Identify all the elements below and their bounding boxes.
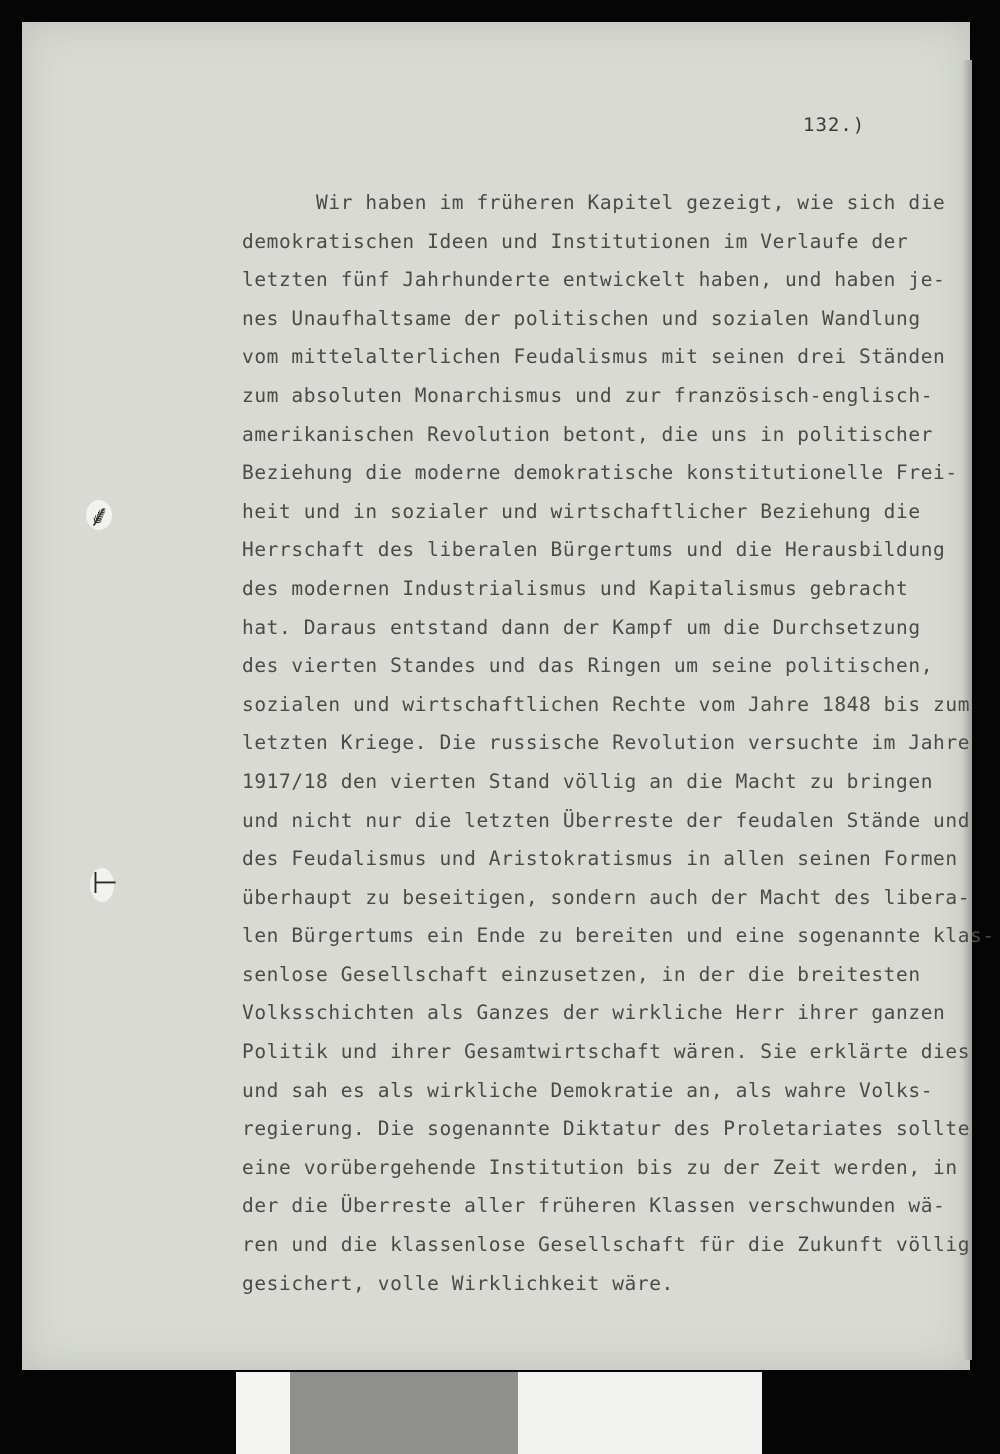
text-line: senlose Gesellschaft einzusetzen, in der die breitesten [242, 962, 921, 986]
text-line: Politik und ihrer Gesamtwirtschaft wären. Sie erklärte dies [242, 1040, 971, 1064]
text-line: eine vorübergehende Institution bis zu der Zeit werden, in [242, 1155, 958, 1179]
text-line: zum absoluten Monarchismus und zur französisch-englisch- [242, 383, 934, 407]
text-line: Wir haben im früheren Kapitel gezeigt, wie sich die [242, 191, 946, 214]
text-line: letzten fünf Jahrhunderte entwickelt haben, und haben je- [242, 268, 946, 292]
text-line: des vierten Standes und das Ringen um seine politischen, [242, 654, 934, 678]
text-line: len Bürgertums ein Ende zu bereiten und eine sogenannte klas- [242, 924, 995, 948]
text-line: vom mittelalterlichen Feudalismus mit seinen drei Ständen [242, 345, 946, 369]
body-paragraph [242, 184, 995, 1303]
text-line: Volksschichten als Ganzes der wirkliche Herr ihrer ganzen [242, 1001, 946, 1025]
text-line: 1917/18 den vierten Stand völlig an die Macht zu bringen [242, 769, 934, 793]
text-line: hat. Daraus entstand dann der Kampf um die Durchsetzung [242, 615, 921, 639]
page-number: 132.) [803, 114, 866, 136]
text-line: gesichert, volle Wirklichkeit wäre. [242, 1271, 674, 1295]
text-line: sozialen und wirtschaftlichen Rechte vom Jahre 1848 bis zum [242, 692, 971, 716]
text-line: Beziehung die moderne demokratische konstitutionelle Frei- [242, 461, 958, 485]
color-target-white-left [236, 1372, 290, 1454]
text-line: des modernen Industrialismus und Kapitalismus gebracht [242, 576, 909, 600]
text-line: letzten Kriege. Die russische Revolution versuchte im Jahre [242, 731, 971, 755]
text-line: überhaupt zu beseitigen, sondern auch der Macht des libera- [242, 885, 971, 909]
text-line: nes Unaufhaltsame der politischen und sozialen Wandlung [242, 306, 921, 330]
text-line: des Feudalismus und Aristokratismus in allen seinen Formen [242, 847, 958, 871]
text-line: heit und in sozialer und wirtschaftlicher Beziehung die [242, 499, 921, 523]
torn-mark-lower-icon: ⊢ [92, 866, 119, 901]
torn-mark-upper-icon: ⸙ [88, 499, 111, 534]
text-line: amerikanischen Revolution betont, die uns in politischer [242, 422, 934, 446]
text-line: der die Überreste aller früheren Klassen verschwunden wä- [242, 1194, 946, 1218]
text-line: regierung. Die sogenannte Diktatur des Proletariates sollte [242, 1117, 971, 1141]
color-target-white-right [518, 1372, 762, 1454]
text-line: und sah es als wirkliche Demokratie an, als wahre Volks- [242, 1078, 934, 1102]
text-line: ren und die klassenlose Gesellschaft für die Zukunft völlig [242, 1233, 971, 1257]
text-line: demokratischen Ideen und Institutionen im Verlaufe der [242, 229, 909, 253]
text-line: und nicht nur die letzten Überreste der feudalen Stände und [242, 808, 971, 832]
color-target-gray [290, 1372, 518, 1454]
text-line: Herrschaft des liberalen Bürgertums und die Herausbildung [242, 538, 946, 562]
